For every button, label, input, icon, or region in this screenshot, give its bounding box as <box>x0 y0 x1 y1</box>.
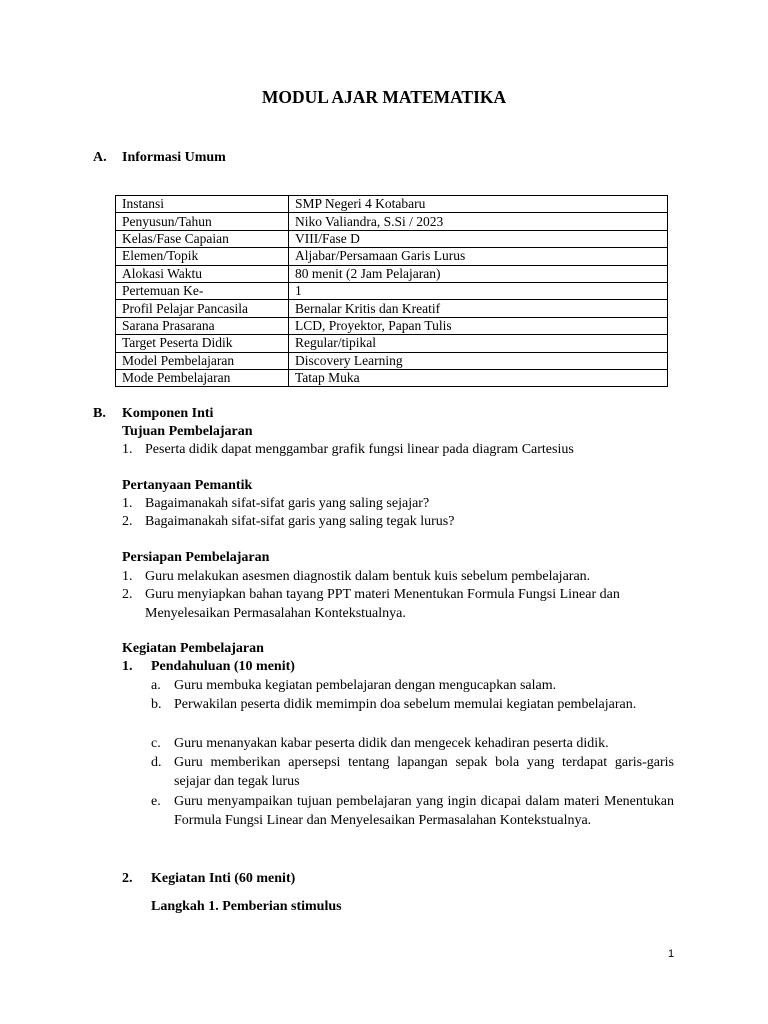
activity-item-text: Perwakilan peserta didik memimpin doa sebelum memulai kegiatan pembelajaran. <box>174 697 637 712</box>
step-2-heading: 2. Kegiatan Inti (60 menit) <box>122 870 674 888</box>
pemantik-item: 1. Bagaimanakah sifat-sifat garis yang saling sejajar? <box>122 495 674 513</box>
activity-item-text: Guru menyampaikan tujuan pembelajaran yang ingin dicapai dalam materi Menentukan Formula Fungsi Linear dan Menyelesaikan Permasalahan Kontekstualnya. <box>174 794 674 829</box>
info-value: Aljabar/Persamaan Garis Lurus <box>289 248 668 265</box>
section-a-heading <box>93 149 226 167</box>
persiapan-item: 1. Guru melakukan asesmen diagnostik dalam bentuk kuis sebelum pembelajaran. <box>122 568 674 586</box>
activity-item: c. Guru menanyakan kabar peserta didik dan mengecek kehadiran peserta didik. <box>151 734 674 753</box>
activity-item-text: Guru menanyakan kabar peserta didik dan mengecek kehadiran peserta didik. <box>174 736 609 751</box>
tujuan-heading: Tujuan Pembelajaran <box>122 424 253 439</box>
step-2-title: Kegiatan Inti (60 menit) <box>151 871 296 886</box>
activity-item: b. Perwakilan peserta didik memimpin doa sebelum memulai kegiatan pembelajaran. <box>151 695 674 714</box>
info-table <box>115 195 668 387</box>
info-value: 1 <box>289 282 668 299</box>
info-value: Niko Valiandra, S.Si / 2023 <box>289 213 668 230</box>
info-table-row <box>116 248 668 265</box>
info-label: Penyusun/Tahun <box>116 213 289 230</box>
info-label: Model Pembelajaran <box>116 352 289 369</box>
info-label: Sarana Prasarana <box>116 317 289 334</box>
info-label: Alokasi Waktu <box>116 265 289 282</box>
pemantik-item-text: Bagaimanakah sifat-sifat garis yang saling tegak lurus? <box>145 514 455 529</box>
info-table-row <box>116 335 668 352</box>
info-label: Mode Pembelajaran <box>116 369 289 386</box>
pemantik-heading: Pertanyaan Pemantik <box>122 478 253 493</box>
info-label: Instansi <box>116 196 289 213</box>
activity-item: a. Guru membuka kegiatan pembelajaran dengan mengucapkan salam. <box>151 676 674 695</box>
info-table-row <box>116 317 668 334</box>
info-table-row <box>116 369 668 386</box>
persiapan-item-text: Guru menyiapkan bahan tayang PPT materi Menentukan Formula Fungsi Linear dan Menyelesaikan Permasalahan Kontekstualnya. <box>145 587 620 621</box>
info-label: Profil Pelajar Pancasila <box>116 300 289 317</box>
info-table-row <box>116 230 668 247</box>
step-1-title: Pendahuluan (10 menit) <box>151 659 295 674</box>
info-label: Pertemuan Ke- <box>116 282 289 299</box>
info-value: Regular/tipikal <box>289 335 668 352</box>
info-value: Discovery Learning <box>289 352 668 369</box>
section-a-title: Informasi Umum <box>122 150 226 165</box>
info-value: SMP Negeri 4 Kotabaru <box>289 196 668 213</box>
section-a-letter: A. <box>93 150 107 165</box>
info-value: LCD, Proyektor, Papan Tulis <box>289 317 668 334</box>
info-table-row <box>116 282 668 299</box>
tujuan-item: 1. Peserta didik dapat menggambar grafik fungsi linear pada diagram Cartesius <box>122 441 674 459</box>
section-b-title: Komponen Inti <box>122 406 214 421</box>
persiapan-item-text: Guru melakukan asesmen diagnostik dalam bentuk kuis sebelum pembelajaran. <box>145 569 591 584</box>
info-label: Target Peserta Didik <box>116 335 289 352</box>
info-value: VIII/Fase D <box>289 230 668 247</box>
activity-item-text: Guru memberikan apersepsi tentang lapangan sepak bola yang terdapat garis-garis sejajar dan tegak lurus <box>174 755 674 790</box>
info-value: Tatap Muka <box>289 369 668 386</box>
info-table-row <box>116 300 668 317</box>
pemantik-item: 2. Bagaimanakah sifat-sifat garis yang saling tegak lurus? <box>122 513 674 531</box>
activity-item: e. Guru menyampaikan tujuan pembelajaran yang ingin dicapai dalam materi Menentukan Formula Fungsi Linear dan Menyelesaikan Permasalahan Kontekstualnya. <box>151 792 674 831</box>
step-2-sub: Langkah 1. Pemberian stimulus <box>151 899 342 914</box>
info-label: Elemen/Topik <box>116 248 289 265</box>
section-b-heading <box>93 405 213 423</box>
pemantik-item-text: Bagaimanakah sifat-sifat garis yang saling sejajar? <box>145 496 430 511</box>
tujuan-item-text: Peserta didik dapat menggambar grafik fungsi linear pada diagram Cartesius <box>145 442 574 457</box>
info-table-row <box>116 265 668 282</box>
persiapan-item: 2. Guru menyiapkan bahan tayang PPT materi Menentukan Formula Fungsi Linear dan Menyelesaikan Permasalahan Kontekstualnya. <box>122 586 674 623</box>
page-number: 1 <box>668 948 675 960</box>
info-label: Kelas/Fase Capaian <box>116 230 289 247</box>
info-table-row <box>116 352 668 369</box>
info-value: Bernalar Kritis dan Kreatif <box>289 300 668 317</box>
info-value: 80 menit (2 Jam Pelajaran) <box>289 265 668 282</box>
activity-item: d. Guru memberikan apersepsi tentang lapangan sepak bola yang terdapat garis-garis sejajar dan tegak lurus <box>151 753 674 792</box>
info-table-row <box>116 213 668 230</box>
persiapan-heading: Persiapan Pembelajaran <box>122 550 270 565</box>
activity-item-text: Guru membuka kegiatan pembelajaran dengan mengucapkan salam. <box>174 678 557 693</box>
step-1-heading: 1. Pendahuluan (10 menit) <box>122 658 674 676</box>
page-title: MODUL AJAR MATEMATIKA <box>261 87 507 107</box>
section-b-letter: B. <box>93 406 106 421</box>
info-table-row <box>116 196 668 213</box>
kegiatan-heading: Kegiatan Pembelajaran <box>122 641 264 656</box>
